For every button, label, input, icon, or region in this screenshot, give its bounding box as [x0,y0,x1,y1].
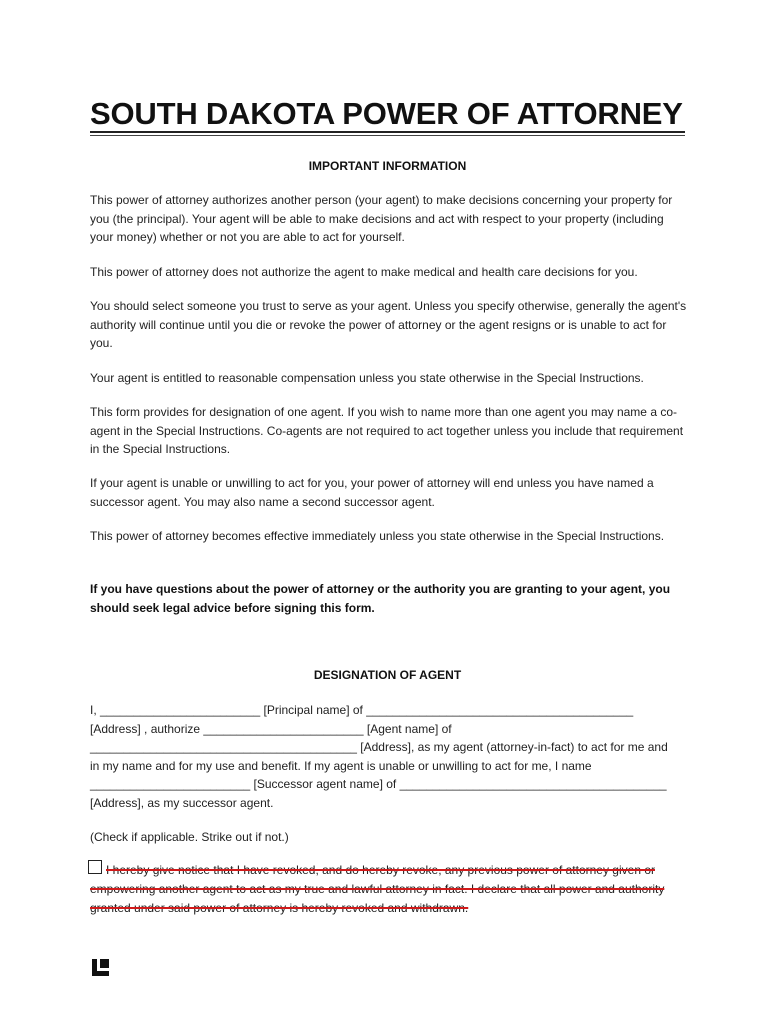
revocation-text: I hereby give notice that I have revoked, and do hereby revoke, any previous power of attorney given or empowering another agent to act as my true and lawful attorney in fact. I declare that all power and authority granted under said power of attorney is hereby revoked and withdrawn. [90,863,665,915]
legal-advice-notice: If you have questions about the power of attorney or the authority you are granting to your agent, you should seek legal advice before signing this form. [90,582,671,615]
paragraph-compensation: Your agent is entitled to reasonable compensation unless you state otherwise in the Special Instructions. [90,371,644,385]
paragraph-no-medical: This power of attorney does not authorize the agent to make medical and health care decisions for you. [90,265,638,279]
legal-templates-logo-icon [91,958,111,978]
paragraph-successor-agent: If your agent is unable or unwilling to act for you, your power of attorney will end unless you have named a successor agent. You may also name a second successor agent. [90,476,654,509]
document-title: SOUTH DAKOTA POWER OF ATTORNEY [90,96,683,131]
paragraph-select-trusted: You should select someone you trust to serve as your agent. Unless you specify otherwise, generally the agent's authority will continue until you die or revoke the power of attorney or the agent resigns or is unable to act for you. [90,299,687,350]
title-underline [90,131,685,133]
check-note: (Check if applicable. Strike out if not.) [90,830,289,844]
paragraph-co-agent: This form provides for designation of one agent. If you wish to name more than one agent you may name a co-agent in the Special Instructions. Co-agents are not required to act together unless you include that requirement in the Special Instructions. [90,405,684,456]
important-information-heading: IMPORTANT INFORMATION [308,159,467,173]
title-underline-thin [90,135,685,136]
paragraph-agent-authority: This power of attorney authorizes another person (your agent) to make decisions concerning your property for you (the principal). Your agent will be able to make decisions and act with respect to your property (including your money) whether or not you are able to act for yourself. [90,193,673,244]
designation-text: I, ________________________ [Principal name] of ________________________________________ [Address] , authorize ________________________ [Agent name] of ________________________________________ [Address], as my agent (attorney-in-fact) to act for me and in my name and for my use and benefit. If my agent is unable or unwilling to act for me, I name ________________________ [Successor agent name] of ________________________________________ [Address], as my successor agent. [90,703,668,810]
paragraph-effective: This power of attorney becomes effective immediately unless you state otherwise in the Special Instructions. [90,529,665,543]
designation-heading: DESIGNATION OF AGENT [313,668,462,682]
